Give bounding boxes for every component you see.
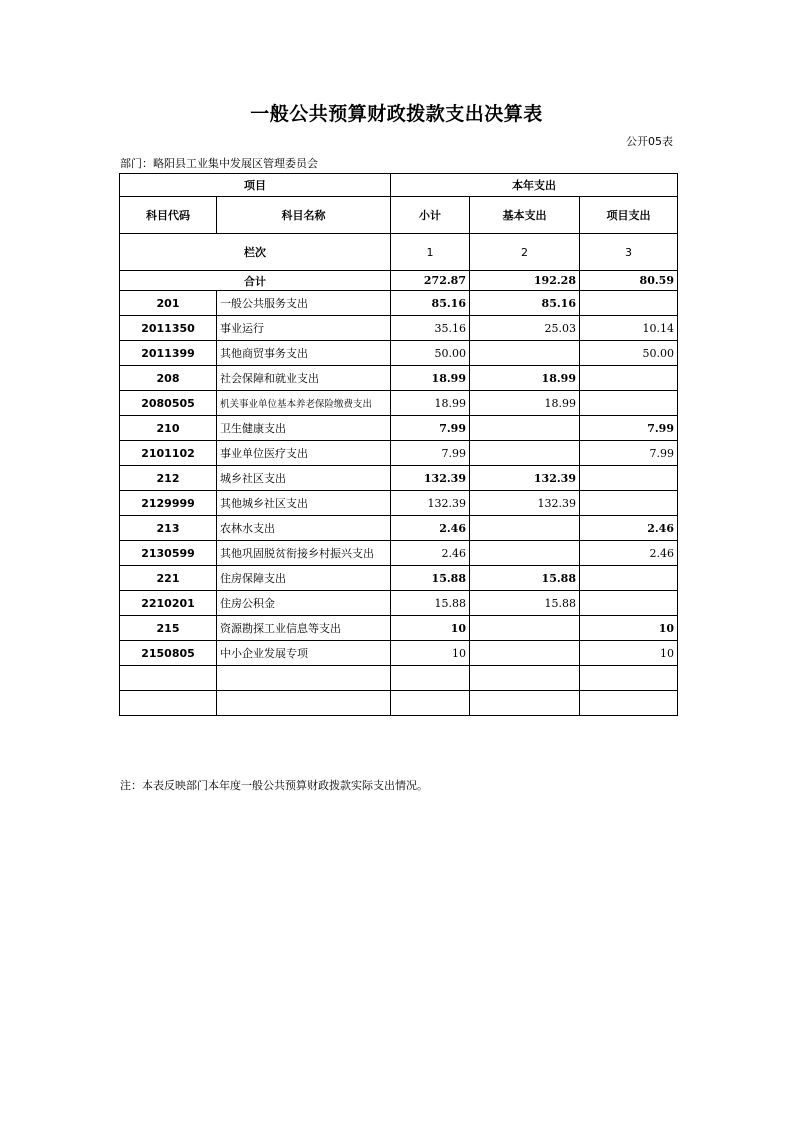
row-code: 212 [120, 466, 217, 491]
row-name: 资源勘探工业信息等支出 [217, 616, 391, 641]
empty-cell [217, 666, 391, 691]
row-subtotal: 85.16 [391, 291, 470, 316]
row-code: 221 [120, 566, 217, 591]
total-project: 80.59 [580, 271, 678, 291]
footnote: 注：本表反映部门本年度一般公共预算财政拨款实际支出情况。 [120, 779, 428, 792]
row-project [580, 466, 678, 491]
row-project [580, 591, 678, 616]
row-project: 10 [580, 641, 678, 666]
row-basic: 25.03 [470, 316, 580, 341]
row-name: 农林水支出 [217, 516, 391, 541]
column-index-1: 1 [391, 234, 470, 271]
table-row [120, 291, 678, 316]
row-basic [470, 441, 580, 466]
empty-cell [120, 666, 217, 691]
row-project [580, 291, 678, 316]
row-basic: 85.16 [470, 291, 580, 316]
row-name: 社会保障和就业支出 [217, 366, 391, 391]
row-project: 7.99 [580, 441, 678, 466]
empty-row [120, 691, 678, 716]
row-code: 208 [120, 366, 217, 391]
row-code: 2210201 [120, 591, 217, 616]
row-subtotal: 132.39 [391, 466, 470, 491]
empty-cell [120, 691, 217, 716]
row-subtotal: 7.99 [391, 441, 470, 466]
empty-row [120, 666, 678, 691]
row-name: 其他城乡社区支出 [217, 491, 391, 516]
empty-cell [391, 691, 470, 716]
row-project: 10.14 [580, 316, 678, 341]
row-name: 事业单位医疗支出 [217, 441, 391, 466]
empty-cell [470, 666, 580, 691]
table-row [120, 366, 678, 391]
row-code: 210 [120, 416, 217, 441]
row-code: 2011399 [120, 341, 217, 366]
row-project: 2.46 [580, 516, 678, 541]
column-index-label: 栏次 [120, 234, 391, 271]
row-subtotal: 132.39 [391, 491, 470, 516]
row-basic: 18.99 [470, 391, 580, 416]
row-name: 中小企业发展专项 [217, 641, 391, 666]
table-row [120, 591, 678, 616]
table-row [120, 441, 678, 466]
row-basic [470, 616, 580, 641]
row-code: 2080505 [120, 391, 217, 416]
table-row [120, 391, 678, 416]
row-subtotal: 7.99 [391, 416, 470, 441]
row-basic: 132.39 [470, 491, 580, 516]
row-project: 10 [580, 616, 678, 641]
row-subtotal: 10 [391, 616, 470, 641]
row-subtotal: 15.88 [391, 591, 470, 616]
row-code: 2101102 [120, 441, 217, 466]
row-subtotal: 18.99 [391, 391, 470, 416]
header-row-2 [120, 197, 678, 234]
total-subtotal: 272.87 [391, 271, 470, 291]
row-subtotal: 2.46 [391, 541, 470, 566]
column-index-2: 2 [470, 234, 580, 271]
row-basic [470, 541, 580, 566]
header-basic: 基本支出 [470, 197, 580, 234]
row-name: 其他商贸事务支出 [217, 341, 391, 366]
row-code: 2150805 [120, 641, 217, 666]
row-code: 213 [120, 516, 217, 541]
row-basic [470, 416, 580, 441]
row-subtotal: 18.99 [391, 366, 470, 391]
table-row [120, 641, 678, 666]
table-row [120, 341, 678, 366]
row-project: 50.00 [580, 341, 678, 366]
header-name: 科目名称 [217, 197, 391, 234]
header-this-year: 本年支出 [391, 174, 678, 197]
row-name: 城乡社区支出 [217, 466, 391, 491]
table-row [120, 616, 678, 641]
row-name: 卫生健康支出 [217, 416, 391, 441]
row-basic [470, 341, 580, 366]
row-project: 7.99 [580, 416, 678, 441]
row-code: 2011350 [120, 316, 217, 341]
row-project [580, 391, 678, 416]
row-name: 住房保障支出 [217, 566, 391, 591]
row-subtotal: 50.00 [391, 341, 470, 366]
row-basic [470, 641, 580, 666]
empty-cell [391, 666, 470, 691]
total-label: 合计 [120, 271, 391, 291]
table-row [120, 491, 678, 516]
row-basic: 15.88 [470, 566, 580, 591]
row-project [580, 566, 678, 591]
table-row [120, 466, 678, 491]
row-code: 201 [120, 291, 217, 316]
empty-cell [580, 691, 678, 716]
column-index-row [120, 234, 678, 271]
header-project-exp: 项目支出 [580, 197, 678, 234]
row-name: 事业运行 [217, 316, 391, 341]
total-row [120, 271, 678, 291]
row-code: 215 [120, 616, 217, 641]
row-name: 机关事业单位基本养老保险缴费支出 [217, 391, 391, 416]
row-basic: 18.99 [470, 366, 580, 391]
row-name: 一般公共服务支出 [217, 291, 391, 316]
row-subtotal: 15.88 [391, 566, 470, 591]
total-basic: 192.28 [470, 271, 580, 291]
row-subtotal: 35.16 [391, 316, 470, 341]
row-basic: 15.88 [470, 591, 580, 616]
page-title: 一般公共预算财政拨款支出决算表 [250, 103, 543, 125]
empty-cell [580, 666, 678, 691]
expenditure-table [119, 173, 678, 716]
header-code: 科目代码 [120, 197, 217, 234]
table-row [120, 566, 678, 591]
department-label: 部门：略阳县工业集中发展区管理委员会 [120, 157, 318, 170]
table-row [120, 541, 678, 566]
row-name: 住房公积金 [217, 591, 391, 616]
row-name: 其他巩固脱贫衔接乡村振兴支出 [217, 541, 391, 566]
row-basic [470, 516, 580, 541]
table-row [120, 416, 678, 441]
form-number: 公开05表 [626, 135, 673, 148]
column-index-3: 3 [580, 234, 678, 271]
row-subtotal: 10 [391, 641, 470, 666]
row-project [580, 491, 678, 516]
row-subtotal: 2.46 [391, 516, 470, 541]
table-row [120, 316, 678, 341]
empty-cell [217, 691, 391, 716]
header-project: 项目 [120, 174, 391, 197]
row-project [580, 366, 678, 391]
header-row-1 [120, 174, 678, 197]
table-row [120, 516, 678, 541]
row-basic: 132.39 [470, 466, 580, 491]
row-code: 2129999 [120, 491, 217, 516]
row-project: 2.46 [580, 541, 678, 566]
row-code: 2130599 [120, 541, 217, 566]
empty-cell [470, 691, 580, 716]
header-subtotal: 小计 [391, 197, 470, 234]
